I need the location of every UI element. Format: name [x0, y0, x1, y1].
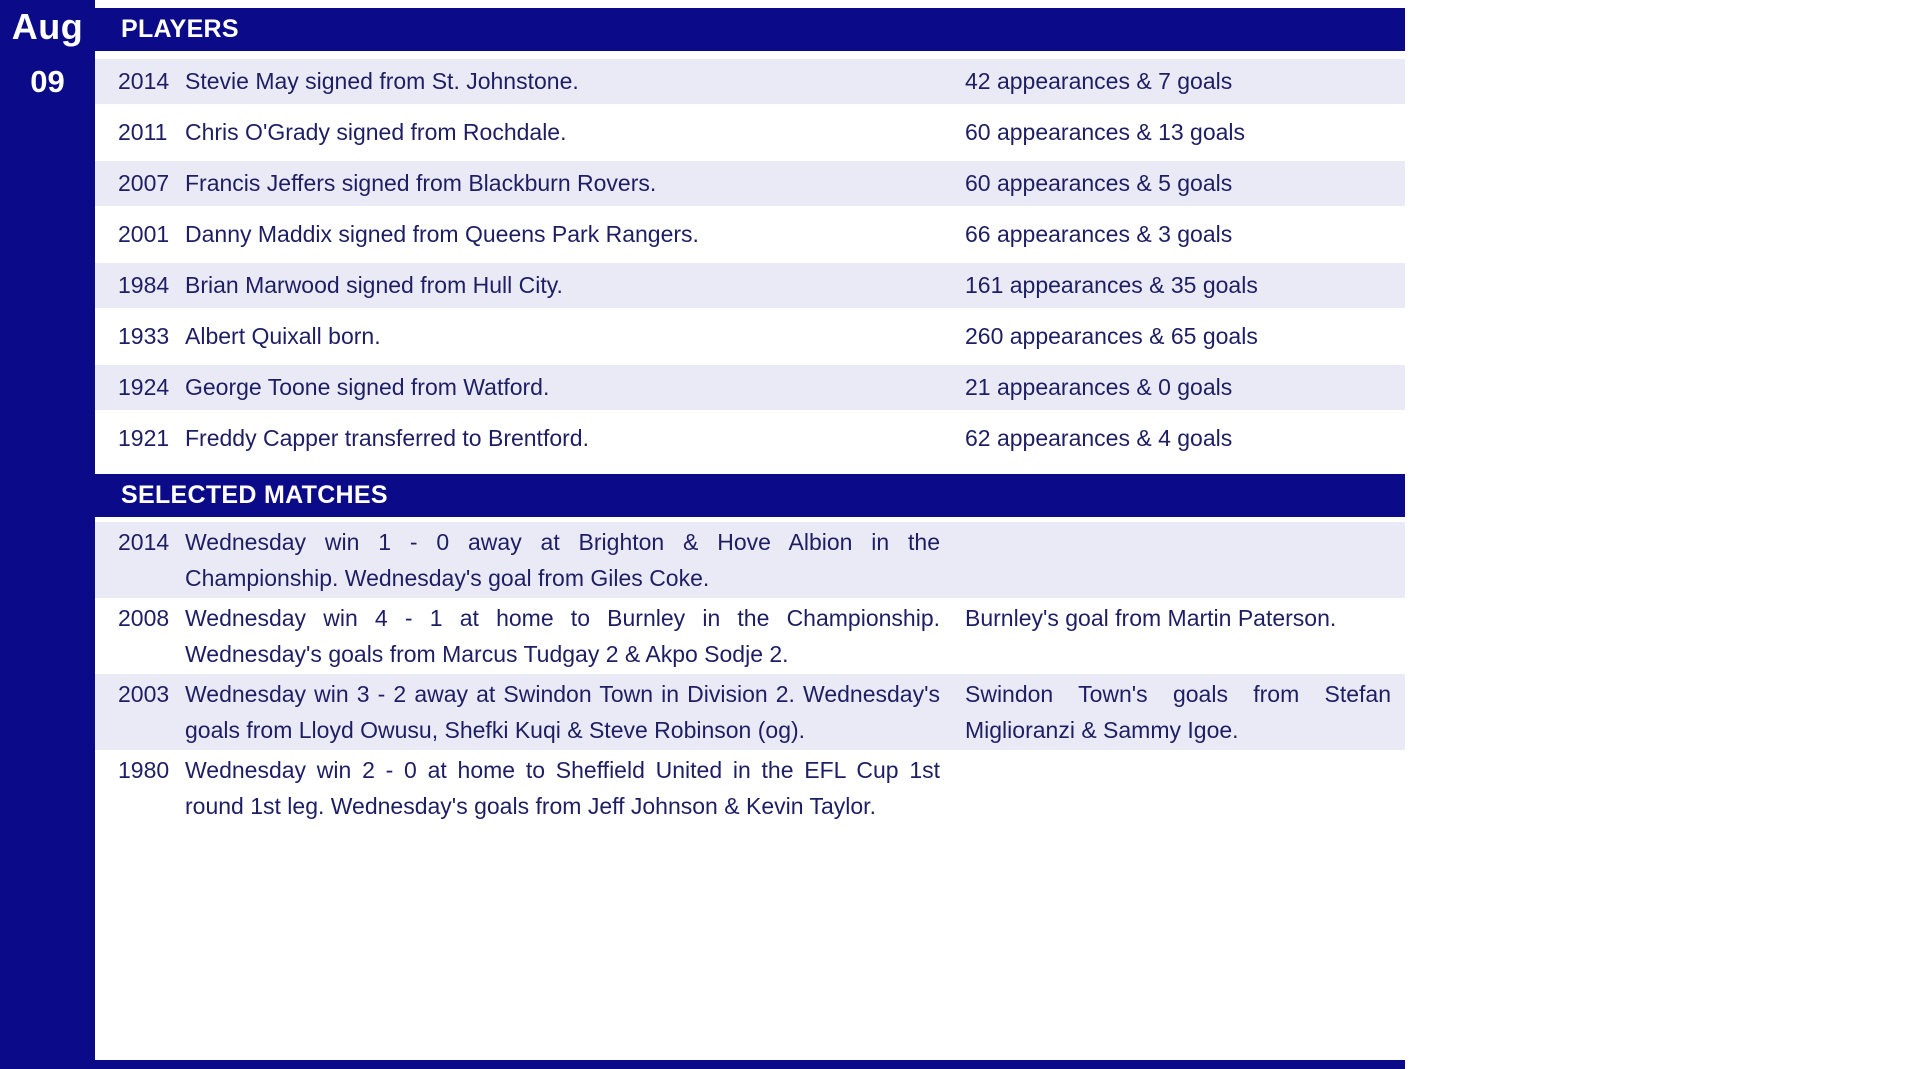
players-section-header: PLAYERS: [95, 8, 1405, 51]
date-sidebar: [0, 0, 95, 1069]
matches-list: [95, 522, 1405, 826]
player-event: George Toone signed from Watford.: [185, 374, 550, 400]
match-opponent-goals: Swindon Town's goals from Stefan Miglioranzi & Sammy Igoe.: [965, 681, 1391, 743]
date-month: Aug: [11, 6, 84, 47]
match-row: [95, 598, 1405, 674]
player-row: [95, 209, 1405, 260]
match-event: Wednesday win 4 - 1 at home to Burnley in the Championship. Wednesday's goals from Marcus Tudgay 2 & Akpo Sodje 2.: [185, 605, 940, 667]
player-event: Francis Jeffers signed from Blackburn Rovers.: [185, 170, 657, 196]
player-year: 2001: [118, 221, 170, 247]
player-stats: 42 appearances & 7 goals: [965, 68, 1233, 94]
content-area: [95, 8, 1405, 826]
player-event: Brian Marwood signed from Hull City.: [185, 272, 563, 298]
footer-bar: [0, 1060, 1405, 1069]
players-list: [95, 56, 1405, 464]
player-row: [95, 107, 1405, 158]
player-stats: 161 appearances & 35 goals: [965, 272, 1258, 298]
player-event: Albert Quixall born.: [185, 323, 381, 349]
player-event: Freddy Capper transferred to Brentford.: [185, 425, 589, 451]
match-opponent-goals: Burnley's goal from Martin Paterson.: [965, 605, 1337, 631]
player-year: 2011: [118, 119, 168, 145]
player-stats: 260 appearances & 65 goals: [965, 323, 1258, 349]
player-row: [95, 260, 1405, 311]
player-year: 1933: [118, 323, 170, 349]
player-year: 1924: [118, 374, 170, 400]
match-opponent-goals: [965, 524, 1405, 596]
player-row: [95, 362, 1405, 413]
matches-section-header: SELECTED MATCHES: [95, 474, 1405, 517]
match-event: Wednesday win 1 - 0 away at Brighton & Hove Albion in the Championship. Wednesday's goal from Giles Coke.: [185, 529, 940, 591]
player-stats: 66 appearances & 3 goals: [965, 221, 1233, 247]
player-year: 2014: [118, 68, 170, 94]
match-year: 1980: [118, 757, 170, 783]
match-event: Wednesday win 3 - 2 away at Swindon Town in Division 2. Wednesday's goals from Lloyd Owusu, Shefki Kuqi & Steve Robinson (og).: [185, 681, 940, 743]
date-day: 09: [30, 64, 65, 99]
match-year: 2014: [118, 529, 170, 555]
player-row: [95, 413, 1405, 464]
match-row: [95, 674, 1405, 750]
player-event: Chris O'Grady signed from Rochdale.: [185, 119, 567, 145]
match-event: Wednesday win 2 - 0 at home to Sheffield United in the EFL Cup 1st round 1st leg. Wednesday's goals from Jeff Johnson & Kevin Taylor.: [185, 757, 940, 819]
player-stats: 62 appearances & 4 goals: [965, 425, 1233, 451]
player-stats: 60 appearances & 13 goals: [965, 119, 1246, 145]
player-event: Stevie May signed from St. Johnstone.: [185, 68, 579, 94]
player-stats: 21 appearances & 0 goals: [965, 374, 1233, 400]
player-year: 2007: [118, 170, 170, 196]
match-year: 2008: [118, 605, 170, 631]
player-row: [95, 56, 1405, 107]
player-event: Danny Maddix signed from Queens Park Rangers.: [185, 221, 699, 247]
match-opponent-goals: [965, 752, 1405, 824]
player-year: 1984: [118, 272, 170, 298]
player-stats: 60 appearances & 5 goals: [965, 170, 1233, 196]
match-row: [95, 750, 1405, 826]
player-row: [95, 158, 1405, 209]
player-row: [95, 311, 1405, 362]
match-row: [95, 522, 1405, 598]
match-year: 2003: [118, 681, 170, 707]
player-year: 1921: [118, 425, 170, 451]
